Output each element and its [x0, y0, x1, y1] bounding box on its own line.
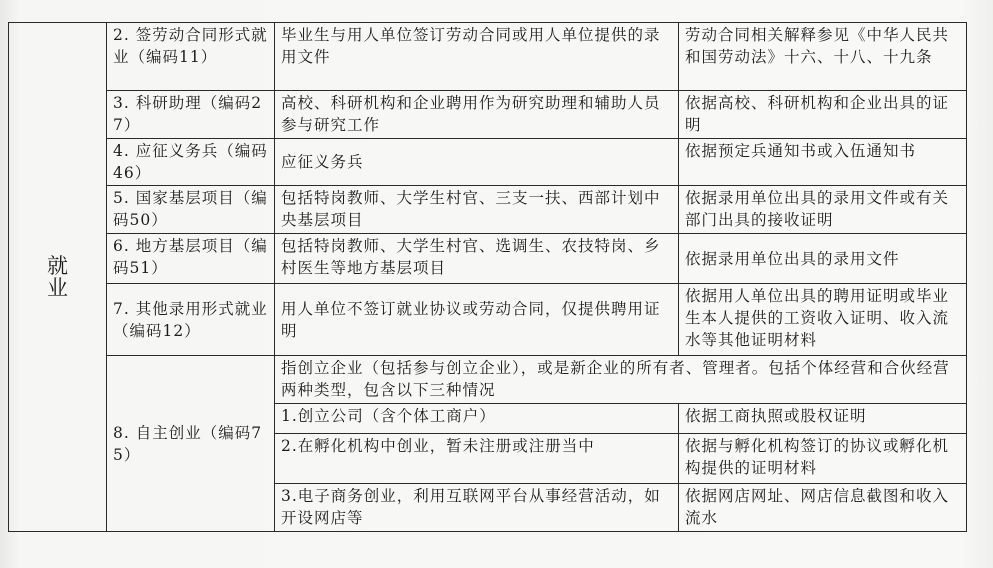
- evidence-cell: 依据网店网址、网店信息截图和收入流水: [679, 484, 967, 532]
- self-employment-intro: 指创立企业（包括参与创立企业），或是新企业的所有者、管理者。包括个体经营和合伙经营两种类型，包含以下三种情况: [275, 356, 967, 404]
- employment-type-cell: 5. 国家基层项目（编码50）: [107, 186, 275, 234]
- description-cell: 包括特岗教师、大学生村官、三支一扶、西部计划中央基层项目: [275, 186, 679, 234]
- evidence-cell: 依据与孵化机构签订的协议或孵化机构提供的证明材料: [679, 434, 967, 484]
- description-cell: 1.创立公司（含个体工商户）: [275, 404, 679, 434]
- description-cell: 2.在孵化机构中创业，暂未注册或注册当中: [275, 434, 679, 484]
- evidence-cell: 依据工商执照或股权证明: [679, 404, 967, 434]
- table-row: [9, 186, 967, 234]
- description-cell: 高校、科研机构和企业聘用作为研究助理和辅助人员参与研究工作: [275, 91, 679, 139]
- table-row: [9, 139, 967, 186]
- table-row: [9, 91, 967, 139]
- evidence-cell: 依据预定兵通知书或入伍通知书: [679, 139, 967, 186]
- employment-type-cell: 4. 应征义务兵（编码46）: [107, 139, 275, 186]
- evidence-cell: 依据录用单位出具的录用文件: [679, 234, 967, 284]
- description-cell: 用人单位不签订就业协议或劳动合同，仅提供聘用证明: [275, 284, 679, 356]
- evidence-cell: 依据录用单位出具的录用文件或有关部门出具的接收证明: [679, 186, 967, 234]
- evidence-cell: 劳动合同相关解释参见《中华人民共和国劳动法》十六、十八、十九条: [679, 23, 967, 91]
- table-row: [9, 23, 967, 91]
- evidence-cell: 依据高校、科研机构和企业出具的证明: [679, 91, 967, 139]
- description-cell: 3.电子商务创业，利用互联网平台从事经营活动，如开设网店等: [275, 484, 679, 532]
- table-row: [9, 356, 967, 404]
- table-row: [9, 284, 967, 356]
- employment-type-cell: 8. 自主创业（编码75）: [107, 356, 275, 532]
- description-cell: 应征义务兵: [275, 139, 679, 186]
- employment-type-cell: 2. 签劳动合同形式就业（编码11）: [107, 23, 275, 91]
- table-row: [9, 234, 967, 284]
- description-cell: 包括特岗教师、大学生村官、选调生、农技特岗、乡村医生等地方基层项目: [275, 234, 679, 284]
- employment-type-cell: 6. 地方基层项目（编码51）: [107, 234, 275, 284]
- employment-type-cell: 3. 科研助理（编码27）: [107, 91, 275, 139]
- employment-criteria-table: [8, 22, 967, 532]
- employment-type-cell: 7. 其他录用形式就业（编码12）: [107, 284, 275, 356]
- description-cell: 毕业生与用人单位签订劳动合同或用人单位提供的录用文件: [275, 23, 679, 91]
- evidence-cell: 依据用人单位出具的聘用证明或毕业生本人提供的工资收入证明、收入流水等其他证明材料: [679, 284, 967, 356]
- category-cell: 就 业: [9, 23, 107, 532]
